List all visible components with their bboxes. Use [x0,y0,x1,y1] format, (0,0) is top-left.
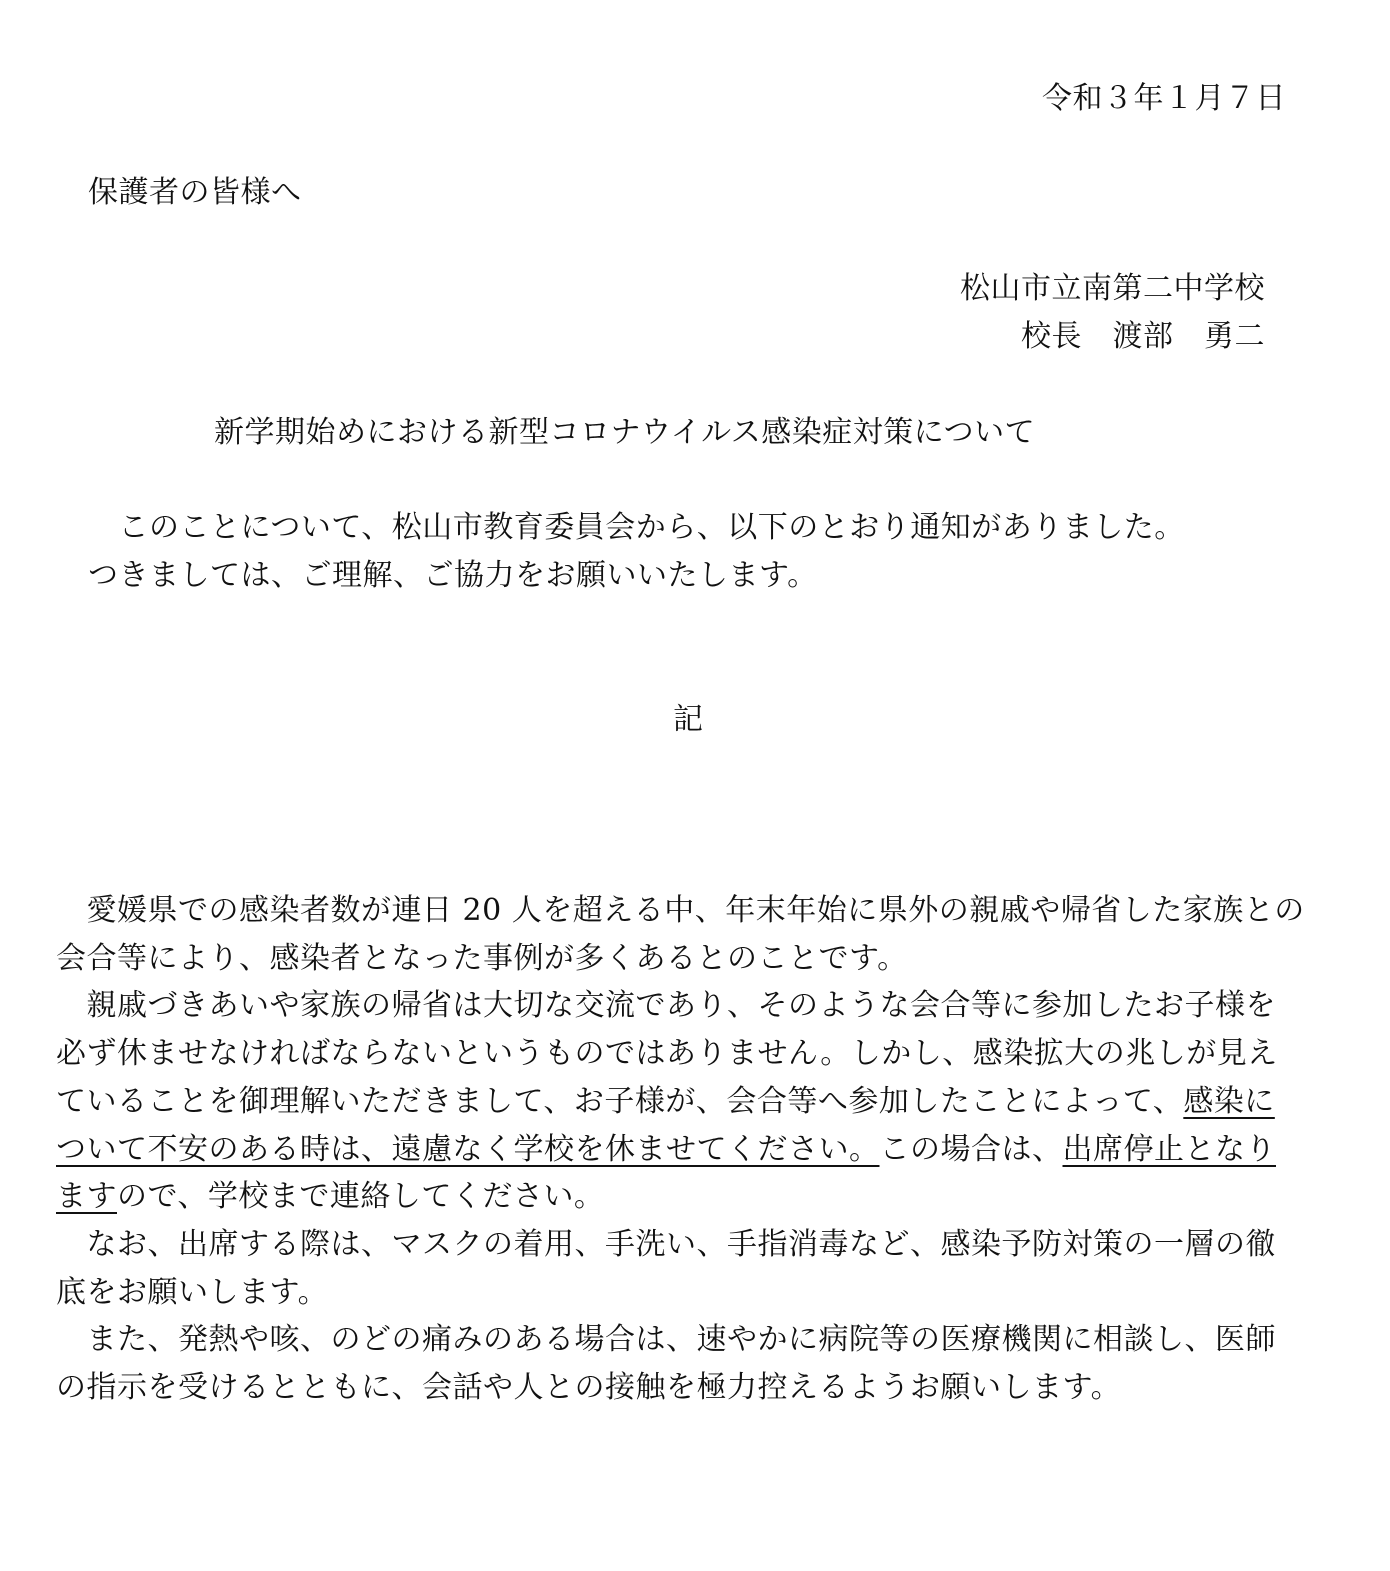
body-p1-line-2: 会合等により、感染者となった事例が多くあるとのことです。 [56,941,908,976]
body-p4-line-2: の指示を受けるとともに、会話や人との接触を極力控えるようお願いします。 [56,1370,1122,1405]
underlined-text: ます [56,1179,117,1214]
body-p2-line-3-text: ていることを御理解いただきまして、お子様が、会合等へ参加したことによって、 [56,1084,1184,1119]
body-p2-line-4 [56,1132,1276,1167]
body-p2-line-1: 親戚づきあいや家族の帰省は大切な交流であり、そのような会合等に参加したお子様を [56,988,1276,1023]
date: 令和３年１月７日 [1042,81,1286,116]
body-p1-line-1: 愛媛県での感染者数が連日 20 人を超える中、年末年始に県外の親戚や帰省した家族との [56,893,1305,928]
document-title: 新学期始めにおける新型コロナウイルス感染症対策について [214,415,1036,450]
ki-heading: 記 [673,702,704,737]
recipient: 保護者の皆様へ [88,175,302,210]
sender-principal: 校長 渡部 勇二 [1021,319,1265,354]
body-p2-line-4-text: この場合は、 [879,1132,1063,1167]
sender-school: 松山市立南第二中学校 [960,271,1265,306]
body-p2-line-5 [56,1179,605,1214]
underlined-text: 出席停止となり [1062,1132,1276,1167]
body-p3-line-2: 底をお願いします。 [56,1275,329,1310]
underlined-text: 感染に [1183,1084,1275,1119]
intro-line-2: つきましては、ご理解、ご協力をお願いいたします。 [88,558,818,593]
body-p3-line-1: なお、出席する際は、マスクの着用、手洗い、手指消毒など、感染予防対策の一層の徹 [56,1227,1276,1262]
underlined-text: ついて不安のある時は、遠慮なく学校を休ませてください。 [56,1132,880,1167]
body-p2-line-5-text: ので、学校まで連絡してください。 [117,1179,605,1214]
intro-line-1: このことについて、松山市教育委員会から、以下のとおり通知がありました。 [88,510,1185,545]
body-p2-line-2: 必ず休ませなければならないというものではありません。しかし、感染拡大の兆しが見え [56,1036,1278,1071]
body-p4-line-1: また、発熱や咳、のどの痛みのある場合は、速やかに病院等の医療機関に相談し、医師 [56,1322,1276,1357]
body-p2-line-3 [56,1084,1275,1119]
